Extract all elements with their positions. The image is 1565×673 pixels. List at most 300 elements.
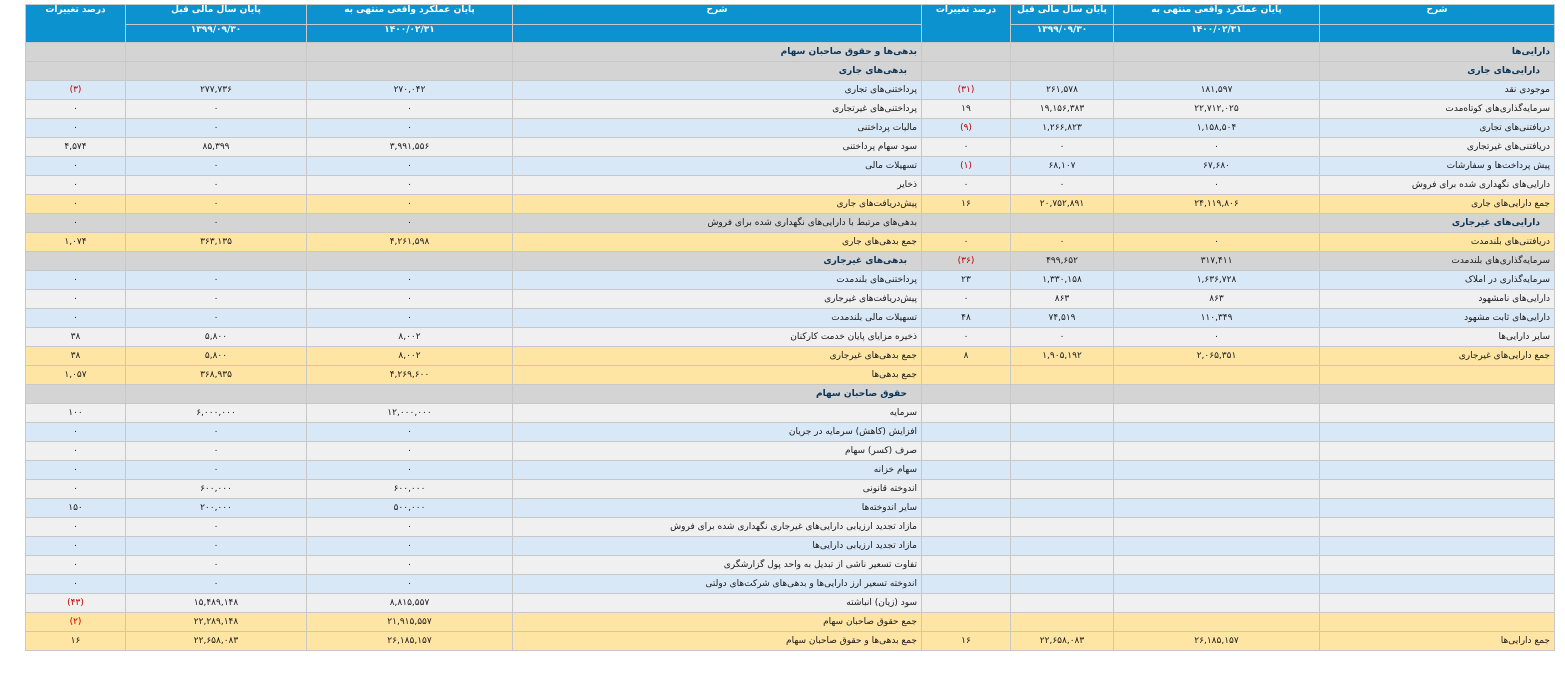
assets-actual-value <box>1114 43 1320 62</box>
assets-prev-value <box>1011 556 1114 575</box>
assets-actual-value: ۶۷,۶۸۰ <box>1114 157 1320 176</box>
liabilities-prev-value <box>126 43 307 62</box>
liabilities-prev-value <box>126 252 307 271</box>
liabilities-prev-value: ۶,۰۰۰,۰۰۰ <box>126 404 307 423</box>
assets-actual-value: ۲۶,۱۸۵,۱۵۷ <box>1114 632 1320 651</box>
liabilities-change-value: ۰ <box>26 575 126 594</box>
liabilities-prev-value: ۰ <box>126 290 307 309</box>
liabilities-change-value: (۴۳) <box>26 594 126 613</box>
assets-change-value: (۹) <box>922 119 1011 138</box>
assets-prev-value: ۸۶۳ <box>1011 290 1114 309</box>
liabilities-actual-value: ۲۱,۹۱۵,۵۵۷ <box>307 613 513 632</box>
assets-actual-value <box>1114 366 1320 385</box>
header-change-liabilities: درصد تغییرات <box>26 5 126 43</box>
assets-prev-value <box>1011 442 1114 461</box>
assets-prev-value: ۰ <box>1011 176 1114 195</box>
table-row <box>26 499 1555 518</box>
liabilities-prev-value: ۰ <box>126 575 307 594</box>
assets-actual-value: ۱۱۰,۳۴۹ <box>1114 309 1320 328</box>
assets-change-value <box>922 442 1011 461</box>
assets-prev-value: ۱,۲۶۶,۸۲۳ <box>1011 119 1114 138</box>
liabilities-change-value: ۱۵۰ <box>26 499 126 518</box>
balance-sheet-table <box>25 4 1555 651</box>
table-row <box>26 138 1555 157</box>
assets-change-value: (۳۱) <box>922 81 1011 100</box>
liabilities-label: پرداختنی‌های بلندمدت <box>513 271 922 290</box>
assets-change-value: ۰ <box>922 233 1011 252</box>
assets-actual-value <box>1114 499 1320 518</box>
liabilities-actual-value: ۸,۰۰۲ <box>307 328 513 347</box>
assets-label <box>1320 499 1555 518</box>
liabilities-prev-value: ۰ <box>126 195 307 214</box>
assets-label <box>1320 613 1555 632</box>
table-row <box>26 537 1555 556</box>
liabilities-label: جمع بدهی‌ها و حقوق صاحبان سهام <box>513 632 922 651</box>
liabilities-change-value: ۰ <box>26 480 126 499</box>
liabilities-change-value <box>26 385 126 404</box>
liabilities-prev-value: ۶۰۰,۰۰۰ <box>126 480 307 499</box>
liabilities-change-value: ۳۸ <box>26 347 126 366</box>
assets-actual-value: ۰ <box>1114 176 1320 195</box>
assets-actual-value: ۲۴,۱۱۹,۸۰۶ <box>1114 195 1320 214</box>
liabilities-label: جمع بدهی‌های جاری <box>513 233 922 252</box>
liabilities-actual-value: ۶۰۰,۰۰۰ <box>307 480 513 499</box>
assets-change-value: (۱) <box>922 157 1011 176</box>
table-row <box>26 347 1555 366</box>
liabilities-prev-value: ۱۵,۴۸۹,۱۴۸ <box>126 594 307 613</box>
assets-change-value <box>922 499 1011 518</box>
liabilities-label: پیش‌دریافت‌های غیرجاری <box>513 290 922 309</box>
assets-actual-value: ۳۱۷,۴۱۱ <box>1114 252 1320 271</box>
liabilities-label: اندوخته قانونی <box>513 480 922 499</box>
liabilities-prev-value: ۰ <box>126 157 307 176</box>
liabilities-change-value: (۲) <box>26 613 126 632</box>
assets-actual-value: ۰ <box>1114 328 1320 347</box>
assets-change-value <box>922 594 1011 613</box>
liabilities-label: جمع حقوق صاحبان سهام <box>513 613 922 632</box>
header-sharh-liabilities: شرح <box>513 5 922 25</box>
table-row <box>26 404 1555 423</box>
header-change-assets: درصد تغییرات <box>922 5 1011 43</box>
assets-prev-value: ۲۶۱,۵۷۸ <box>1011 81 1114 100</box>
liabilities-actual-value: ۸,۸۱۵,۵۵۷ <box>307 594 513 613</box>
table-row <box>26 271 1555 290</box>
liabilities-label: حقوق صاحبان سهام <box>513 385 922 404</box>
liabilities-change-value <box>26 252 126 271</box>
liabilities-change-value: (۳) <box>26 81 126 100</box>
liabilities-change-value: ۰ <box>26 518 126 537</box>
liabilities-label: بدهی‌ها و حقوق صاحبان سهام <box>513 43 922 62</box>
assets-prev-value <box>1011 480 1114 499</box>
table-row <box>26 195 1555 214</box>
assets-label: دارایی‌ها <box>1320 43 1555 62</box>
assets-label: جمع دارایی‌ها <box>1320 632 1555 651</box>
liabilities-actual-value: ۰ <box>307 461 513 480</box>
liabilities-prev-value: ۲۰۰,۰۰۰ <box>126 499 307 518</box>
assets-prev-value <box>1011 404 1114 423</box>
liabilities-prev-value: ۰ <box>126 214 307 233</box>
liabilities-prev-value: ۰ <box>126 556 307 575</box>
assets-change-value <box>922 423 1011 442</box>
assets-actual-value <box>1114 518 1320 537</box>
assets-prev-value: ۷۴,۵۱۹ <box>1011 309 1114 328</box>
header-actual-assets: پایان عملکرد واقعی منتهی به <box>1114 5 1320 25</box>
assets-change-value: ۱۶ <box>922 632 1011 651</box>
liabilities-label: افزایش (کاهش) سرمایه در جریان <box>513 423 922 442</box>
table-row <box>26 385 1555 404</box>
assets-prev-value: ۱,۳۳۰,۱۵۸ <box>1011 271 1114 290</box>
assets-prev-value <box>1011 537 1114 556</box>
header-prev-date-assets: ۱۳۹۹/۰۹/۳۰ <box>1011 25 1114 43</box>
assets-prev-value: ۰ <box>1011 328 1114 347</box>
assets-prev-value <box>1011 366 1114 385</box>
header-blank-assets <box>1320 25 1555 43</box>
table-row <box>26 328 1555 347</box>
table-row <box>26 461 1555 480</box>
assets-actual-value <box>1114 556 1320 575</box>
assets-label <box>1320 366 1555 385</box>
header-actual-date-assets: ۱۴۰۰/۰۲/۳۱ <box>1114 25 1320 43</box>
liabilities-change-value: ۰ <box>26 537 126 556</box>
assets-actual-value: ۱,۶۳۶,۷۲۸ <box>1114 271 1320 290</box>
liabilities-label: تسهیلات مالی <box>513 157 922 176</box>
liabilities-actual-value: ۰ <box>307 442 513 461</box>
table-row <box>26 613 1555 632</box>
assets-change-value: ۱۹ <box>922 100 1011 119</box>
liabilities-actual-value: ۸,۰۰۲ <box>307 347 513 366</box>
table-row <box>26 366 1555 385</box>
table-row <box>26 252 1555 271</box>
assets-label: سرمایه‌گذاری در املاک <box>1320 271 1555 290</box>
assets-label: پیش پرداخت‌ها و سفارشات <box>1320 157 1555 176</box>
assets-change-value: ۰ <box>922 328 1011 347</box>
balance-sheet <box>25 4 1554 651</box>
table-row <box>26 214 1555 233</box>
assets-actual-value: ۲۲,۷۱۲,۰۲۵ <box>1114 100 1320 119</box>
liabilities-label: تفاوت تسعیر ناشی از تبدیل به واحد پول گزارشگری <box>513 556 922 575</box>
assets-change-value: ۸ <box>922 347 1011 366</box>
table-row <box>26 62 1555 81</box>
assets-actual-value <box>1114 62 1320 81</box>
liabilities-actual-value: ۰ <box>307 537 513 556</box>
liabilities-change-value: ۱۶ <box>26 632 126 651</box>
liabilities-actual-value: ۰ <box>307 214 513 233</box>
assets-prev-value <box>1011 214 1114 233</box>
assets-actual-value <box>1114 480 1320 499</box>
assets-actual-value <box>1114 442 1320 461</box>
table-row <box>26 176 1555 195</box>
assets-change-value <box>922 518 1011 537</box>
assets-change-value <box>922 461 1011 480</box>
liabilities-label: مازاد تجدید ارزیابی دارایی‌ها <box>513 537 922 556</box>
liabilities-change-value: ۴,۵۷۴ <box>26 138 126 157</box>
assets-actual-value <box>1114 537 1320 556</box>
header-prev-date-liabilities: ۱۳۹۹/۰۹/۳۰ <box>126 25 307 43</box>
liabilities-prev-value: ۰ <box>126 461 307 480</box>
liabilities-prev-value: ۲۷۷,۷۳۶ <box>126 81 307 100</box>
liabilities-actual-value: ۰ <box>307 100 513 119</box>
assets-change-value <box>922 62 1011 81</box>
liabilities-prev-value: ۳۶۸,۹۳۵ <box>126 366 307 385</box>
liabilities-actual-value: ۰ <box>307 556 513 575</box>
assets-prev-value: ۲۰,۷۵۲,۸۹۱ <box>1011 195 1114 214</box>
liabilities-change-value: ۰ <box>26 556 126 575</box>
assets-change-value <box>922 537 1011 556</box>
assets-label: دریافتنی‌های تجاری <box>1320 119 1555 138</box>
liabilities-change-value <box>26 62 126 81</box>
liabilities-label: سود سهام پرداختنی <box>513 138 922 157</box>
table-row <box>26 575 1555 594</box>
assets-prev-value: ۱,۹۰۵,۱۹۲ <box>1011 347 1114 366</box>
assets-label <box>1320 385 1555 404</box>
assets-prev-value <box>1011 594 1114 613</box>
assets-label: سرمایه‌گذاری‌های بلندمدت <box>1320 252 1555 271</box>
assets-prev-value <box>1011 461 1114 480</box>
liabilities-change-value: ۰ <box>26 423 126 442</box>
liabilities-prev-value: ۰ <box>126 176 307 195</box>
table-row <box>26 518 1555 537</box>
assets-prev-value <box>1011 423 1114 442</box>
liabilities-label: تسهیلات مالی بلندمدت <box>513 309 922 328</box>
assets-label: دریافتنی‌های غیرتجاری <box>1320 138 1555 157</box>
liabilities-actual-value <box>307 43 513 62</box>
liabilities-prev-value: ۰ <box>126 309 307 328</box>
liabilities-actual-value: ۰ <box>307 176 513 195</box>
assets-label <box>1320 575 1555 594</box>
assets-prev-value <box>1011 613 1114 632</box>
liabilities-change-value: ۰ <box>26 157 126 176</box>
assets-actual-value: ۰ <box>1114 233 1320 252</box>
header-blank-liabilities <box>513 25 922 43</box>
assets-actual-value <box>1114 214 1320 233</box>
assets-change-value <box>922 366 1011 385</box>
liabilities-change-value: ۰ <box>26 119 126 138</box>
assets-label <box>1320 556 1555 575</box>
liabilities-change-value: ۰ <box>26 100 126 119</box>
assets-label: دارایی‌های ثابت مشهود <box>1320 309 1555 328</box>
assets-actual-value <box>1114 385 1320 404</box>
liabilities-actual-value <box>307 385 513 404</box>
liabilities-label: بدهی‌های مرتبط با دارایی‌های نگهداری شده برای فروش <box>513 214 922 233</box>
assets-actual-value <box>1114 613 1320 632</box>
liabilities-actual-value: ۳,۹۹۱,۵۵۶ <box>307 138 513 157</box>
table-row <box>26 632 1555 651</box>
assets-label <box>1320 442 1555 461</box>
liabilities-prev-value: ۰ <box>126 442 307 461</box>
liabilities-prev-value <box>126 62 307 81</box>
liabilities-actual-value: ۰ <box>307 119 513 138</box>
assets-label <box>1320 594 1555 613</box>
liabilities-prev-value: ۵,۸۰۰ <box>126 328 307 347</box>
liabilities-label: ذخایر <box>513 176 922 195</box>
liabilities-label: صرف (کسر) سهام <box>513 442 922 461</box>
liabilities-actual-value: ۰ <box>307 195 513 214</box>
assets-change-value <box>922 43 1011 62</box>
liabilities-label: پرداختنی‌های تجاری <box>513 81 922 100</box>
liabilities-prev-value: ۰ <box>126 423 307 442</box>
liabilities-actual-value: ۱۲,۰۰۰,۰۰۰ <box>307 404 513 423</box>
table-row <box>26 309 1555 328</box>
assets-prev-value <box>1011 575 1114 594</box>
liabilities-change-value: ۰ <box>26 309 126 328</box>
liabilities-prev-value: ۰ <box>126 271 307 290</box>
liabilities-actual-value: ۰ <box>307 518 513 537</box>
table-row <box>26 119 1555 138</box>
assets-label: دارایی‌های نامشهود <box>1320 290 1555 309</box>
liabilities-change-value: ۰ <box>26 442 126 461</box>
liabilities-actual-value: ۴,۲۶۱,۵۹۸ <box>307 233 513 252</box>
assets-prev-value <box>1011 43 1114 62</box>
assets-change-value: ۰ <box>922 138 1011 157</box>
assets-change-value <box>922 575 1011 594</box>
header-prev-liabilities: پایان سال مالی قبل <box>126 5 307 25</box>
liabilities-actual-value: ۰ <box>307 309 513 328</box>
assets-change-value <box>922 214 1011 233</box>
table-row <box>26 157 1555 176</box>
assets-prev-value <box>1011 499 1114 518</box>
assets-actual-value: ۱۸۱,۵۹۷ <box>1114 81 1320 100</box>
assets-label <box>1320 537 1555 556</box>
assets-label <box>1320 404 1555 423</box>
assets-change-value: ۲۳ <box>922 271 1011 290</box>
liabilities-label: ذخیره مزایای پایان خدمت کارکنان <box>513 328 922 347</box>
liabilities-change-value: ۰ <box>26 290 126 309</box>
table-row <box>26 556 1555 575</box>
balance-sheet-body <box>26 43 1555 651</box>
header-actual-date-liabilities: ۱۴۰۰/۰۲/۳۱ <box>307 25 513 43</box>
assets-change-value: ۰ <box>922 176 1011 195</box>
liabilities-actual-value <box>307 252 513 271</box>
assets-label: موجودی نقد <box>1320 81 1555 100</box>
liabilities-label: سهام خزانه <box>513 461 922 480</box>
liabilities-label: جمع بدهی‌ها <box>513 366 922 385</box>
assets-prev-value: ۲۲,۶۵۸,۰۸۳ <box>1011 632 1114 651</box>
table-row <box>26 290 1555 309</box>
liabilities-actual-value: ۴,۲۶۹,۶۰۰ <box>307 366 513 385</box>
liabilities-change-value <box>26 43 126 62</box>
table-row <box>26 43 1555 62</box>
header-sharh-assets: شرح <box>1320 5 1555 25</box>
liabilities-actual-value: ۰ <box>307 290 513 309</box>
assets-label: جمع دارایی‌های غیرجاری <box>1320 347 1555 366</box>
assets-prev-value: ۰ <box>1011 233 1114 252</box>
liabilities-prev-value: ۲۲,۶۵۸,۰۸۳ <box>126 632 307 651</box>
liabilities-prev-value: ۰ <box>126 537 307 556</box>
assets-change-value: ۱۶ <box>922 195 1011 214</box>
assets-label <box>1320 461 1555 480</box>
table-row <box>26 423 1555 442</box>
liabilities-change-value: ۰ <box>26 214 126 233</box>
assets-change-value <box>922 556 1011 575</box>
table-row <box>26 81 1555 100</box>
liabilities-change-value: ۱۰۰ <box>26 404 126 423</box>
liabilities-label: مازاد تجدید ارزیابی دارایی‌های غیرجاری نگهداری شده برای فروش <box>513 518 922 537</box>
assets-label: دریافتنی‌های بلندمدت <box>1320 233 1555 252</box>
header-prev-assets: پایان سال مالی قبل <box>1011 5 1114 25</box>
assets-actual-value <box>1114 594 1320 613</box>
liabilities-change-value: ۱,۰۷۴ <box>26 233 126 252</box>
liabilities-prev-value <box>126 385 307 404</box>
liabilities-actual-value <box>307 62 513 81</box>
liabilities-change-value: ۰ <box>26 195 126 214</box>
assets-change-value <box>922 613 1011 632</box>
assets-label <box>1320 518 1555 537</box>
liabilities-change-value: ۱,۰۵۷ <box>26 366 126 385</box>
assets-prev-value: ۴۹۹,۶۵۲ <box>1011 252 1114 271</box>
assets-prev-value <box>1011 62 1114 81</box>
assets-label: دارایی‌های غیرجاری <box>1320 214 1555 233</box>
liabilities-prev-value: ۸۵,۳۹۹ <box>126 138 307 157</box>
assets-change-value: ۰ <box>922 290 1011 309</box>
liabilities-label: پیش‌دریافت‌های جاری <box>513 195 922 214</box>
table-row <box>26 233 1555 252</box>
liabilities-actual-value: ۰ <box>307 157 513 176</box>
assets-prev-value: ۱۹,۱۵۶,۳۸۳ <box>1011 100 1114 119</box>
liabilities-label: مالیات پرداختنی <box>513 119 922 138</box>
assets-actual-value <box>1114 575 1320 594</box>
assets-actual-value: ۲,۰۶۵,۳۵۱ <box>1114 347 1320 366</box>
liabilities-label: پرداختنی‌های غیرتجاری <box>513 100 922 119</box>
assets-label: دارایی‌های نگهداری شده برای فروش <box>1320 176 1555 195</box>
liabilities-prev-value: ۲۲,۲۸۹,۱۴۸ <box>126 613 307 632</box>
liabilities-change-value: ۰ <box>26 461 126 480</box>
assets-label: سایر دارایی‌ها <box>1320 328 1555 347</box>
liabilities-actual-value: ۰ <box>307 423 513 442</box>
assets-change-value <box>922 480 1011 499</box>
liabilities-change-value: ۰ <box>26 271 126 290</box>
liabilities-actual-value: ۰ <box>307 271 513 290</box>
assets-actual-value <box>1114 423 1320 442</box>
assets-actual-value: ۰ <box>1114 138 1320 157</box>
liabilities-label: اندوخته تسعیر ارز دارایی‌ها و بدهی‌های شرکت‌های دولتی <box>513 575 922 594</box>
liabilities-change-value: ۳۸ <box>26 328 126 347</box>
assets-label: جمع دارایی‌های جاری <box>1320 195 1555 214</box>
liabilities-prev-value: ۰ <box>126 518 307 537</box>
liabilities-actual-value: ۵۰۰,۰۰۰ <box>307 499 513 518</box>
liabilities-prev-value: ۰ <box>126 100 307 119</box>
assets-prev-value <box>1011 518 1114 537</box>
assets-actual-value: ۸۶۳ <box>1114 290 1320 309</box>
liabilities-label: جمع بدهی‌های غیرجاری <box>513 347 922 366</box>
assets-change-value: ۴۸ <box>922 309 1011 328</box>
liabilities-actual-value: ۲۶,۱۸۵,۱۵۷ <box>307 632 513 651</box>
liabilities-change-value: ۰ <box>26 176 126 195</box>
assets-change-value: (۳۶) <box>922 252 1011 271</box>
assets-actual-value: ۱,۱۵۸,۵۰۴ <box>1114 119 1320 138</box>
liabilities-label: سود (زیان) انباشته <box>513 594 922 613</box>
assets-actual-value <box>1114 404 1320 423</box>
assets-label <box>1320 480 1555 499</box>
liabilities-label: بدهی‌های غیرجاری <box>513 252 922 271</box>
assets-change-value <box>922 404 1011 423</box>
liabilities-actual-value: ۰ <box>307 575 513 594</box>
table-row <box>26 442 1555 461</box>
assets-change-value <box>922 385 1011 404</box>
liabilities-label: سایر اندوخته‌ها <box>513 499 922 518</box>
liabilities-actual-value: ۲۷۰,۰۴۲ <box>307 81 513 100</box>
assets-label: سرمایه‌گذاری‌های کوتاه‌مدت <box>1320 100 1555 119</box>
liabilities-label: سرمایه <box>513 404 922 423</box>
liabilities-prev-value: ۳۶۳,۱۳۵ <box>126 233 307 252</box>
assets-prev-value: ۰ <box>1011 138 1114 157</box>
assets-actual-value <box>1114 461 1320 480</box>
liabilities-prev-value: ۰ <box>126 119 307 138</box>
table-row <box>26 100 1555 119</box>
liabilities-label: بدهی‌های جاری <box>513 62 922 81</box>
assets-prev-value: ۶۸,۱۰۷ <box>1011 157 1114 176</box>
assets-label <box>1320 423 1555 442</box>
assets-prev-value <box>1011 385 1114 404</box>
